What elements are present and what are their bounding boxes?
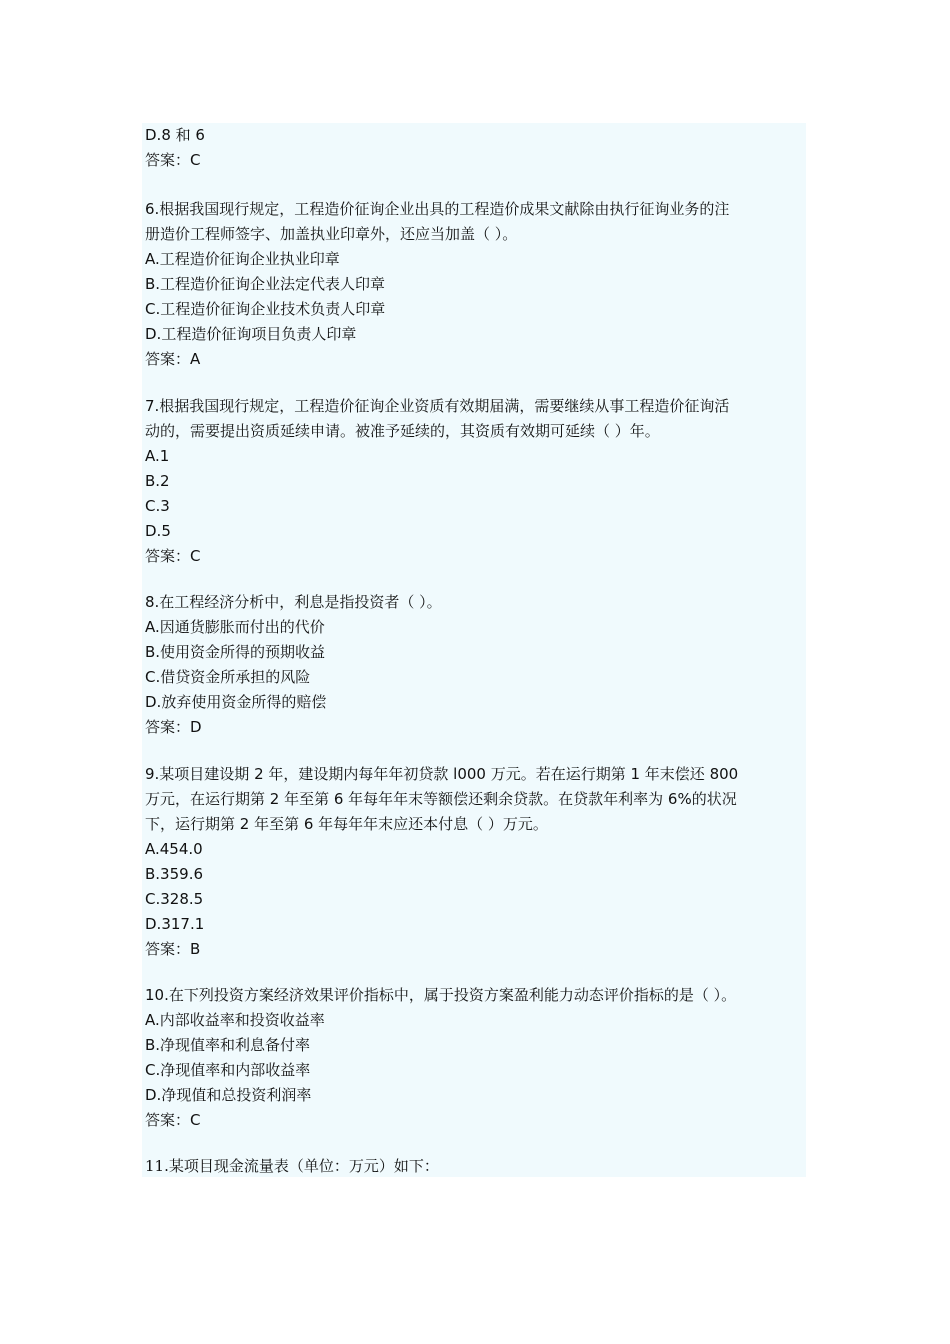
answer: 答案：C — [145, 1111, 201, 1129]
option-d: D.8 和 6 — [145, 126, 205, 144]
question-stem: 8.在工程经济分析中，利息是指投资者（ ）。 — [145, 593, 442, 611]
question-5-tail — [145, 123, 805, 173]
question-stem: 9.某项目建设期 2 年，建设期内每年年初贷款 l000 万元。若在运行期第 1 年末偿还 800 — [145, 765, 739, 783]
option-b: B.工程造价征询企业法定代表人印章 — [145, 275, 386, 293]
question-10 — [145, 983, 805, 1133]
option-b: B.2 — [145, 472, 170, 490]
answer: 答案：C — [145, 151, 201, 169]
option-d: D.放弃使用资金所得的赔偿 — [145, 693, 327, 711]
question-stem: 册造价工程师签字、加盖执业印章外，还应当加盖（ ）。 — [145, 225, 518, 243]
question-stem: 万元，在运行期第 2 年至第 6 年每年年末等额偿还剩余贷款。在贷款年利率为 6%的状况 — [145, 790, 737, 808]
option-b: B.359.6 — [145, 865, 204, 883]
option-a: A.1 — [145, 447, 170, 465]
option-c: C.328.5 — [145, 890, 204, 908]
question-stem: 动的，需要提出资质延续申请。被准予延续的，其资质有效期可延续（ ）年。 — [145, 422, 660, 440]
option-c: C.净现值率和内部收益率 — [145, 1061, 311, 1079]
question-stem: 6.根据我国现行规定，工程造价征询企业出具的工程造价成果文献除由执行征询业务的注 — [145, 200, 730, 218]
option-a: A.因通货膨胀而付出的代价 — [145, 618, 325, 636]
option-a: A.工程造价征询企业执业印章 — [145, 250, 340, 268]
answer: 答案：D — [145, 718, 202, 736]
question-11 — [145, 1154, 805, 1179]
question-9 — [145, 762, 805, 962]
option-d: D.317.1 — [145, 915, 205, 933]
option-d: D.5 — [145, 522, 171, 540]
option-c: C.3 — [145, 497, 170, 515]
answer: 答案：B — [145, 940, 201, 958]
question-6 — [145, 197, 805, 372]
option-d: D.净现值和总投资利润率 — [145, 1086, 312, 1104]
answer: 答案：C — [145, 547, 201, 565]
option-a: A.454.0 — [145, 840, 203, 858]
answer: 答案：A — [145, 350, 201, 368]
question-7 — [145, 394, 805, 569]
option-d: D.工程造价征询项目负责人印章 — [145, 325, 357, 343]
option-c: C.工程造价征询企业技术负责人印章 — [145, 300, 386, 318]
option-c: C.借贷资金所承担的风险 — [145, 668, 311, 686]
question-stem: 7.根据我国现行规定，工程造价征询企业资质有效期届满，需要继续从事工程造价征询活 — [145, 397, 730, 415]
question-stem: 10.在下列投资方案经济效果评价指标中，属于投资方案盈利能力动态评价指标的是（ ）。 — [145, 986, 737, 1004]
option-b: B.净现值率和利息备付率 — [145, 1036, 311, 1054]
option-a: A.内部收益率和投资收益率 — [145, 1011, 325, 1029]
option-b: B.使用资金所得的预期收益 — [145, 643, 326, 661]
question-8 — [145, 590, 805, 740]
question-stem: 下，运行期第 2 年至第 6 年每年年末应还本付息（ ）万元。 — [145, 815, 548, 833]
question-stem: 11.某项目现金流量表（单位：万元）如下： — [145, 1157, 439, 1175]
